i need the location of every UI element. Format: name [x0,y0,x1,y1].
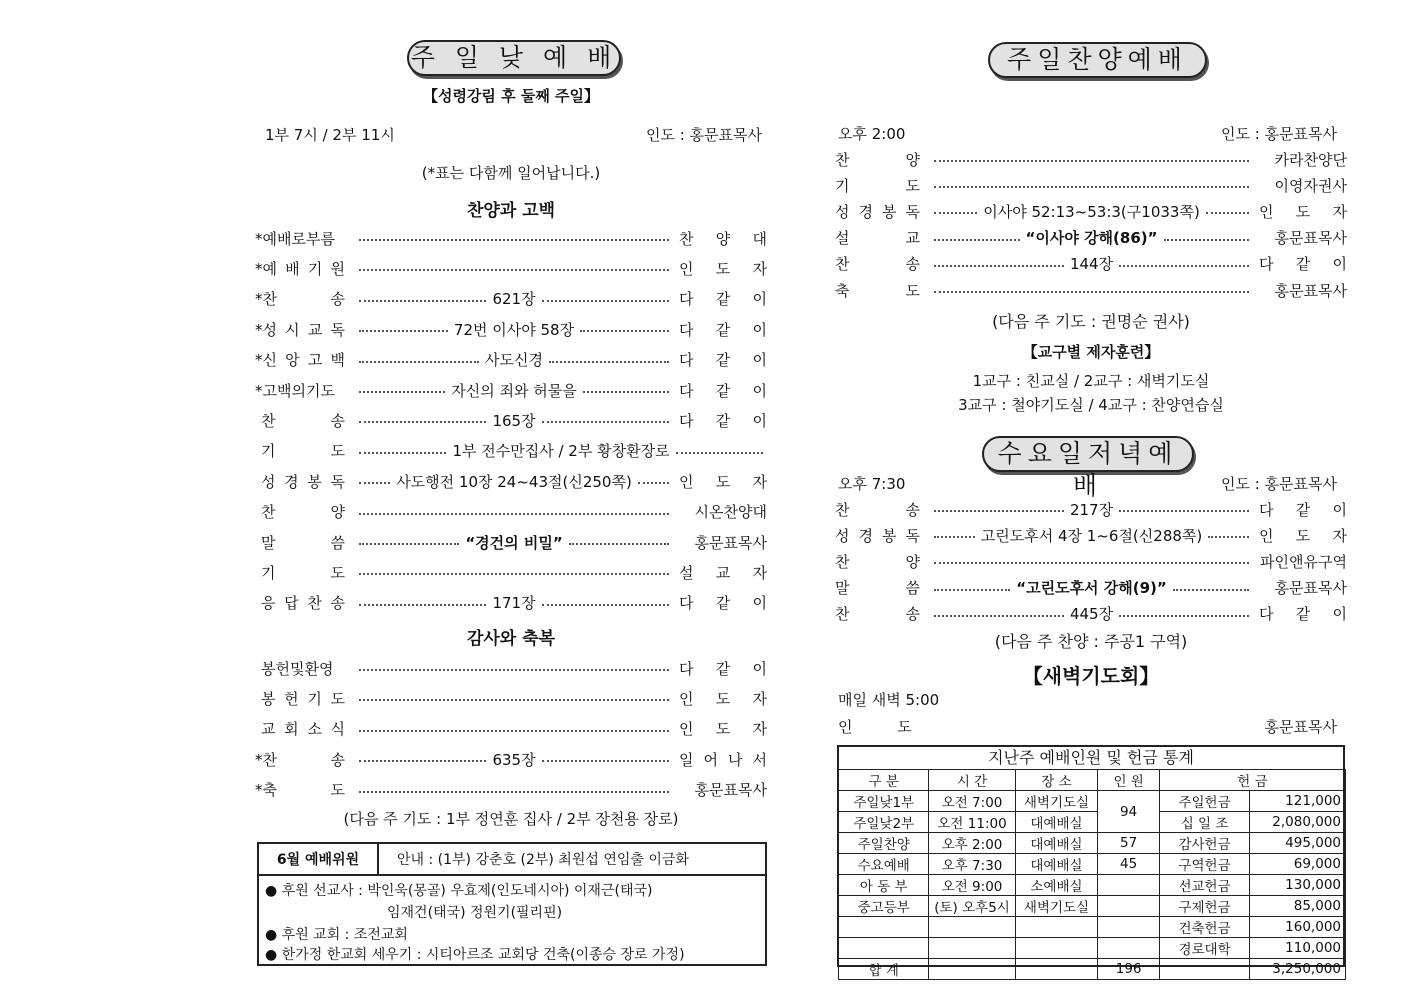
training-title: 【교구별 제자훈련】 [1022,343,1160,361]
stats-cell: 57 [1098,833,1160,854]
stats-cell: 85,000 [1250,896,1346,917]
stats-cell: 2,080,000 [1250,812,1346,833]
order-dotted-leader [930,289,1253,291]
order-content: 사도행전 10장 24~43절(신250쪽) [396,472,632,491]
stats-row [839,854,1346,875]
stats-cell: 주일낮1부 [839,791,929,812]
dot-leader [542,604,669,606]
stats-row [839,896,1346,917]
order-row [835,227,1347,249]
dot-leader [676,452,763,454]
stats-cell [839,938,929,959]
praise-next-prayer: (다음 주 기도 : 권명순 권사) [992,312,1190,331]
order-performer: 다 같 이 [679,320,767,339]
stats-cell [1015,938,1098,959]
dot-leader [1208,536,1249,538]
stats-cell: 중고등부 [839,896,929,917]
order-row [835,279,1347,301]
dot-leader [934,589,1010,591]
stats-cell [1015,917,1098,938]
order-row [835,603,1347,625]
order-label: 설 교 [835,229,920,248]
order-dotted-leader [930,184,1253,186]
dot-leader [1119,265,1249,267]
order-row [255,748,767,770]
order-dotted-leader [930,499,1253,520]
sunday-praise-title: 주일찬양예배 [988,42,1207,78]
dawn-leader-label: 인 도 [838,717,912,736]
order-performer: 다 같 이 [679,381,767,400]
service-leader: 인도 : 홍문표목사 [645,125,762,144]
order-performer: 인 도 자 [679,472,767,491]
stats-cell: 오전 11:00 [929,812,1015,833]
order-label: 축 도 [835,281,920,300]
stats-cell: 주일찬양 [839,833,929,854]
stats-cell: 대예배실 [1015,812,1098,833]
order-dotted-leader [355,667,673,669]
order-performer: 카라찬양단 [1274,150,1347,169]
dot-leader [583,391,669,393]
order-label: 교 회 소 식 [261,720,345,739]
order-dotted-leader [355,749,673,770]
order-label: 찬 송 [835,605,920,624]
order-dotted-leader [355,380,673,401]
order-performer: 인 도 자 [679,259,767,278]
order-dotted-leader [930,253,1253,274]
dot-leader [542,421,669,423]
section-praise-confession: 찬양과 고백 [466,201,556,221]
order-performer: 홍문표목사 [1274,229,1347,248]
order-label: 기 도 [261,563,345,582]
order-dotted-leader [355,410,673,431]
order-row [255,687,767,709]
order-dotted-leader [355,728,673,730]
order-row [255,561,767,583]
order-dotted-leader [355,440,767,461]
wednesday-time: 오후 7:30 [838,474,906,493]
stats-cell [1098,875,1160,896]
stats-header-row [839,770,1346,791]
order-row [835,200,1347,222]
order-label: *신 앙 고 백 [255,351,345,370]
dot-leader [359,421,486,423]
order-label: 말 씀 [835,579,920,598]
order-performer: 인 도 자 [679,720,767,739]
stats-cell [1098,917,1160,938]
stats-header-cell: 헌 금 [1159,770,1345,791]
order-row [255,349,767,371]
training-line-2: 3교구 : 철야기도실 / 4교구 : 찬양연습실 [958,396,1224,414]
dot-leader [359,669,669,671]
order-dotted-leader [355,571,673,573]
order-row [255,318,767,340]
dot-leader [542,760,669,762]
dot-leader [359,699,669,701]
standing-note: (*표는 다함께 일어납니다.) [421,164,601,182]
order-performer: 설 교 자 [679,563,767,582]
dot-leader [359,482,390,484]
dot-leader [359,730,669,732]
order-label: 성 경 봉 독 [835,526,920,545]
order-label: 찬 양 [835,150,920,169]
dot-leader [359,604,486,606]
order-dotted-leader [355,697,673,699]
stats-cell: 110,000 [1250,938,1346,959]
sunday-morning-title: 주 일 낮 예 배 [407,40,621,76]
order-content: 사도신경 [485,351,543,370]
order-dotted-leader [355,471,673,492]
order-dotted-leader [930,603,1253,624]
wednesday-leader: 인도 : 홍문표목사 [1220,474,1337,493]
order-performer: 홍문표목사 [694,781,767,800]
dot-leader [359,791,669,793]
order-content: “고린도후서 강해(9)” [1016,579,1167,598]
dot-leader [934,291,1249,293]
service-time-row [255,123,767,145]
order-performer: 다 같 이 [679,594,767,613]
total-count: 196 [1098,959,1160,980]
stats-cell [929,959,1015,980]
stats-cell: 45 [1098,854,1160,875]
stats-cell: 십 일 조 [1159,812,1249,833]
total-amount: 3,250,000 [1250,959,1346,980]
order-label: 찬 송 [835,255,920,274]
stats-cell [1015,959,1098,980]
dot-leader [359,300,486,302]
dot-leader [542,300,669,302]
dot-leader [934,562,1249,564]
dot-leader [1173,589,1249,591]
praise-time-row [835,122,1347,144]
order-label: 찬 송 [261,411,345,430]
stats-cell [1159,959,1249,980]
stats-cell: 69,000 [1250,854,1346,875]
stats-cell [929,938,1015,959]
stats-cell: 대예배실 [1015,854,1098,875]
order-dotted-leader [355,349,673,370]
dot-leader [934,160,1249,162]
order-performer: 다 같 이 [679,351,767,370]
stats-box [837,745,1345,979]
order-label: *고백의기도 [255,381,335,400]
stats-header-cell: 장 소 [1015,770,1098,791]
order-content: 621장 [492,290,536,309]
order-row [255,227,767,249]
stats-cell [839,917,929,938]
dot-leader [359,269,669,271]
order-performer: 다 같 이 [1259,255,1347,274]
order-row [835,550,1347,572]
stats-cell: 건축헌금 [1159,917,1249,938]
order-content: 고린도후서 4장 1~6절(신288쪽) [980,526,1203,545]
order-row [255,779,767,801]
dot-leader [934,239,1020,241]
dot-leader [359,239,669,241]
dawn-prayer-title: 【새벽기도회】 [1022,664,1160,688]
dot-leader [1206,212,1249,214]
dot-leader [359,543,459,545]
order-performer: 다 같 이 [1259,605,1347,624]
order-content: 217장 [1069,500,1114,519]
praise-leader: 인도 : 홍문표목사 [1220,124,1337,143]
stats-cell: 주일헌금 [1159,791,1249,812]
dot-leader [934,265,1064,267]
stats-cell [1098,896,1160,917]
stats-table [838,769,1346,980]
order-dotted-leader [355,319,673,340]
wednesday-time-row [835,472,1347,494]
order-row [255,592,767,614]
dot-leader [569,543,669,545]
dot-leader [359,573,669,575]
order-dotted-leader [930,158,1253,160]
stats-cell: 감사헌금 [1159,833,1249,854]
order-performer: 인 도 자 [679,689,767,708]
order-performer: 찬 양 대 [679,229,767,248]
order-label: *예 배 기 원 [255,259,345,278]
stats-cell: 오전 7:00 [929,791,1015,812]
order-label: *예배로부름 [255,229,335,248]
stats-header-cell: 시 간 [929,770,1015,791]
order-performer: 다 같 이 [1259,500,1347,519]
stats-total-row [839,959,1346,980]
dot-leader [1119,510,1249,512]
order-row [835,174,1347,196]
stats-row [839,917,1346,938]
order-dotted-leader [355,267,673,269]
dot-leader [934,186,1249,188]
order-label: 성 경 봉 독 [835,202,920,221]
order-content: “경건의 비밀” [465,533,563,552]
order-performer: 홍문표목사 [1274,579,1347,598]
missionary-line-2: 임재건(태국) 정원기(필리핀) [387,905,563,921]
one-family-church-line: ● 한가정 한교회 세우기 : 시티아르조 교회당 건축(이종승 장로 가정) [265,947,685,963]
order-dotted-leader [930,227,1253,248]
stats-cell: 160,000 [1250,917,1346,938]
order-label: 봉헌및환영 [261,659,334,678]
order-content: 171장 [492,594,536,613]
order-dotted-leader [930,577,1253,598]
praise-time: 오후 2:00 [838,124,906,143]
order-dotted-leader [930,560,1253,562]
dot-leader [549,361,669,363]
order-row [255,257,767,279]
stats-cell: 495,000 [1250,833,1346,854]
order-dotted-leader [355,237,673,239]
stats-cell: 새벽기도실 [1015,896,1098,917]
order-dotted-leader [355,288,673,309]
order-row [835,148,1347,170]
dot-leader [934,510,1064,512]
order-row [835,498,1347,520]
stats-cell: 오후 2:00 [929,833,1015,854]
order-content: 635장 [492,750,536,769]
order-row [255,531,767,553]
order-label: 찬 양 [835,552,920,571]
order-dotted-leader [930,525,1253,546]
supported-church-line: ● 후원 교회 : 조전교회 [265,927,408,943]
stats-row [839,791,1346,812]
stats-cell: 구역헌금 [1159,854,1249,875]
order-dotted-leader [355,789,673,791]
dawn-time: 매일 새벽 5:00 [838,690,940,709]
stats-header-cell: 구 분 [839,770,929,791]
sunday-subtitle: 【성령강림 후 둘째 주일】 [422,87,600,105]
order-performer: 다 같 이 [679,411,767,430]
next-week-prayer: (다음 주 기도 : 1부 정연훈 집사 / 2부 장천용 장로) [343,810,679,828]
order-content: 72번 이사야 58장 [453,320,575,339]
stats-cell: 아 동 부 [839,875,929,896]
stats-cell: 소예배실 [1015,875,1098,896]
order-label: *축 도 [255,781,345,800]
service-time: 1부 7시 / 2부 11시 [265,125,395,144]
order-label: 기 도 [261,442,345,461]
dawn-leader-row [835,715,1347,737]
order-row [835,253,1347,275]
stats-cell [1098,938,1160,959]
dot-leader [359,330,448,332]
order-label: *찬 송 [255,750,345,769]
order-label: *성 시 교 독 [255,320,345,339]
order-label: 성 경 봉 독 [261,472,345,491]
stats-cell: 130,000 [1250,875,1346,896]
stats-cell: 대예배실 [1015,833,1098,854]
order-row [255,409,767,431]
dot-leader [359,452,446,454]
dot-leader [934,212,977,214]
stats-cell: 수요예배 [839,854,929,875]
usher-list: 안내 : (1부) 강춘호 (2부) 최원섭 연임출 이금화 [377,844,765,876]
dot-leader [638,482,669,484]
stats-row [839,938,1346,959]
order-content: 이사야 52:13~53:3(구1033쪽) [983,202,1200,221]
stats-title: 지난주 예배인원 및 헌금 통계 [839,747,1343,770]
dot-leader [1164,239,1250,241]
training-line-1: 1교구 : 친교실 / 2교구 : 새벽기도실 [972,372,1210,390]
dot-leader [1119,615,1249,617]
order-content: 자신의 죄와 허물을 [451,381,577,400]
order-row [255,657,767,679]
stats-header-cell: 인 원 [1098,770,1160,791]
order-row [255,470,767,492]
order-dotted-leader [355,511,673,513]
order-performer: 다 같 이 [679,659,767,678]
order-label: 봉 헌 기 도 [261,689,345,708]
order-label: 응 답 찬 송 [261,594,345,613]
order-row [255,379,767,401]
missionary-line: ● 후원 선교사 : 박인욱(몽골) 우효제(인도네시아) 이재근(태국) [265,883,653,899]
dot-leader [580,330,669,332]
dot-leader [934,615,1064,617]
order-label: 기 도 [835,176,920,195]
stats-row [839,812,1346,833]
stats-cell: 새벽기도실 [1015,791,1098,812]
stats-cell: (토) 오후5시 [929,896,1015,917]
stats-cell: 121,000 [1250,791,1346,812]
stats-row [839,833,1346,854]
order-label: 찬 양 [261,503,345,522]
stats-cell: 주일낮2부 [839,812,929,833]
order-performer: 이영자권사 [1274,176,1347,195]
order-performer: 파인앤유구역 [1260,552,1347,571]
stats-cell: 오후 7:30 [929,854,1015,875]
stats-cell [929,917,1015,938]
month-staff-label: 6월 예배위원 [259,844,379,876]
stats-cell: 오전 9:00 [929,875,1015,896]
order-performer: 홍문표목사 [694,533,767,552]
order-dotted-leader [355,532,673,553]
wednesday-next: (다음 주 찬양 : 주공1 구역) [994,632,1188,651]
order-row [255,440,767,462]
order-label: 말 씀 [261,533,345,552]
stats-cell: 경로대학 [1159,938,1249,959]
wednesday-title: 수요일저녁예배 [982,436,1194,472]
stats-cell: 선교헌금 [1159,875,1249,896]
order-dotted-leader [355,592,673,613]
order-row [255,288,767,310]
dot-leader [359,361,479,363]
order-row [835,577,1347,599]
stats-cell: 구제헌금 [1159,896,1249,917]
order-label: 찬 송 [835,500,920,519]
total-label: 합 계 [839,959,929,980]
order-content: 445장 [1069,605,1114,624]
order-label: *찬 송 [255,290,345,309]
worship-staff-box [257,842,767,966]
order-row [255,501,767,523]
order-row [255,718,767,740]
dawn-leader: 홍문표목사 [1264,717,1337,736]
stats-cell: 94 [1098,791,1160,833]
order-row [835,524,1347,546]
order-performer: 시온찬양대 [694,503,767,522]
order-content: 165장 [492,411,536,430]
section-thanks-blessing: 감사와 축복 [466,629,556,649]
dot-leader [359,760,486,762]
order-performer: 일 어 나 서 [679,750,767,769]
dot-leader [934,536,975,538]
dot-leader [359,391,445,393]
order-dotted-leader [930,201,1253,222]
order-performer: 인 도 자 [1259,526,1347,545]
order-performer: 다 같 이 [679,290,767,309]
order-performer: 인 도 자 [1259,202,1347,221]
dot-leader [359,513,669,515]
order-content: “이사야 강해(86)” [1025,229,1158,248]
order-content: 1부 전수만집사 / 2부 황창환장로 [452,442,670,461]
order-performer: 홍문표목사 [1274,281,1347,300]
order-content: 144장 [1069,255,1114,274]
stats-row [839,875,1346,896]
